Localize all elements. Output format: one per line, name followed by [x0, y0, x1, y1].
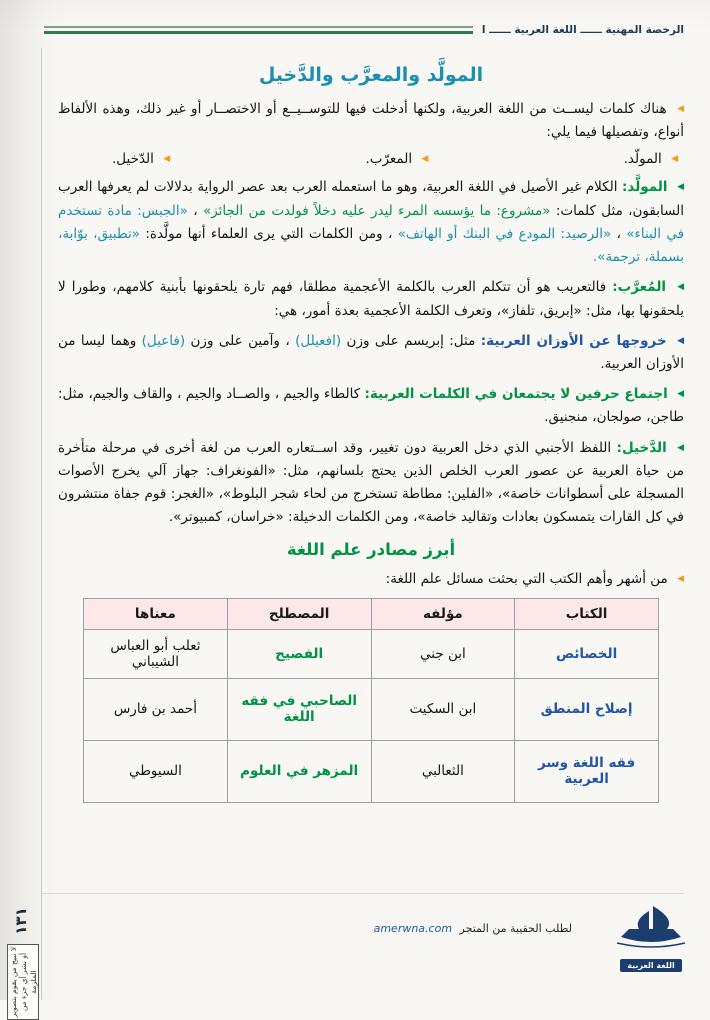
sub1-lead: خروجها عن الأوزان العربية:: [480, 332, 667, 349]
muarrab-sub-item-1: [58, 330, 684, 376]
triangle-bullet-icon: ◀: [421, 154, 429, 165]
dhow-boat-icon: [615, 903, 687, 949]
muwallad-quote-3: «الرصيد: المودع في البنك أو الهاتف»: [397, 225, 612, 242]
logo-label: اللغة العربية: [620, 959, 682, 972]
type-label: المولّد.: [623, 151, 662, 168]
publisher-logo: [608, 903, 694, 972]
muarrab-paragraph: [58, 276, 684, 322]
page-title: المولَّد والمعرَّب والدَّخيل: [258, 64, 484, 86]
col-header-meaning: معناها: [84, 598, 228, 629]
intro-text: هناك كلمات ليســت من اللغة العربية، ولكنها أدخلت فيها للتوســيــع أو الاختصــار أو غير ذلك، وهذه الألفاظ أنواع، وتفصيلها فيما يلي:: [58, 101, 684, 141]
muwallad-text-2: ، ومن الكلمات التي يرى العلماء أنها مولَّدة:: [140, 225, 393, 242]
triangle-bullet-icon: ◀: [677, 442, 685, 453]
muarrab-sub-item-2: [58, 383, 684, 429]
store-url-link[interactable]: amerwna.com: [373, 922, 453, 935]
footer-divider: [42, 893, 684, 894]
col-header-book: الكتاب: [515, 598, 659, 629]
term-cell: الصاحبي في فقه اللغة: [227, 678, 371, 740]
author-cell: ابن السكيت: [371, 678, 515, 740]
table-header-row: [84, 598, 659, 629]
term-cell: المزهر في العلوم: [227, 740, 371, 802]
term-cell: الفصيح: [227, 629, 371, 678]
muwallad-comma-1: ،: [187, 202, 198, 219]
intro-paragraph: [58, 98, 684, 144]
type-item-muarrab: [365, 151, 428, 167]
triangle-bullet-icon: ◀: [677, 182, 684, 193]
type-label: المعرّب.: [365, 151, 413, 168]
triangle-bullet-icon: ◀: [677, 573, 684, 584]
book-cell: فقه اللغة وسر العربية: [515, 740, 659, 802]
triangle-bullet-icon: ◀: [163, 154, 171, 165]
muwallad-quote-1: «مشروع: ما يؤسسه المرء ليدر عليه دخلاً فولدت من الجائز»: [202, 202, 551, 219]
sources-table: [83, 598, 659, 803]
col-header-term: المصطلح: [227, 598, 371, 629]
sources-heading: أبرز مصادر علم اللغة: [286, 539, 456, 559]
dakheel-text: اللفظ الأجنبي الذي دخل العربية دون تغيير، وقد اســتعاره العرب من لغة أخرى في مرحلة متأخرة من حياة العربية عن عصور العرب الخلص الذين يحتج بلسانهم، مثل: «الفونغراف: جهاز آلي يخرج الأصوات المسجلة على أسطوانات خاصة»، «الفلين: مطاطة تستخرج من لحاء شجر البلوط»، «الغجر: قوم جفاة منتشرون في كل القارات يتمسكون بعادات وتقاليد خاصة»، ومن الكلمات الدخيلة: «خراسان، كمبيوتر».: [58, 439, 684, 526]
sources-intro-paragraph: [58, 568, 684, 591]
type-label: الدّخيل.: [112, 151, 154, 168]
muwallad-quote-2: «الجبس: مادة تستخدم في البناء»: [58, 202, 685, 242]
book-cell: إصلاح المنطق: [515, 678, 659, 740]
word-types-row: [58, 151, 684, 167]
col-header-author: مؤلفه: [371, 598, 515, 629]
sub2-lead: اجتماع حرفين لا يجتمعان في الكلمات العربية:: [364, 386, 668, 403]
sub1-text-1: مثل: إبريسم على وزن: [341, 332, 476, 349]
order-text: لطلب الحقيبة من المتجر: [459, 922, 572, 935]
triangle-bullet-icon: ◀: [677, 389, 685, 400]
muwallad-text-1: الكلام غير الأصيل في اللغة العربية، وهو ما استعمله العرب بعد عصر الرواية بدلالات لم يعرفها العرب السابقون، مثل كلمات:: [58, 179, 685, 219]
type-item-dakheel: [112, 151, 170, 167]
course-label: الرخصة المهنية ــــــ اللغة العربية ــــــ ا: [481, 24, 684, 36]
page-number-text: ١٣١: [12, 907, 30, 935]
dakheel-paragraph: [58, 437, 684, 530]
header-rule-top: [44, 26, 473, 28]
table-row: [84, 678, 659, 740]
page-header: [44, 24, 684, 36]
book-cell: الخصائص: [515, 629, 659, 678]
muwallad-term: المولَّد:: [622, 179, 668, 196]
sub2-text: كالطاء والجيم ، والصــاد والجيم ، والقاف والجيم، مثل: طاجن، صولجان، منجنيق.: [58, 386, 684, 426]
triangle-bullet-icon: ◀: [671, 154, 678, 165]
store-order-note: [374, 922, 572, 935]
triangle-bullet-icon: ◀: [677, 104, 684, 114]
sub1-pattern-2: (فاعيل): [141, 332, 186, 349]
meaning-cell: أحمد بن فارس: [84, 678, 228, 740]
sources-intro-text: من أشهر وأهم الكتب التي بحثت مسائل علم اللغة:: [385, 570, 668, 587]
author-cell: الثعالبي: [371, 740, 515, 802]
left-margin-rule: [41, 48, 42, 1000]
main-content: [58, 64, 684, 803]
type-item-muwallad: [624, 151, 678, 167]
header-rule-bottom: [44, 31, 473, 34]
muwallad-quote-4: «تطبيق، بوّابة، بسملة، ترجمة».: [58, 225, 684, 266]
table-row: [84, 629, 659, 678]
table-row: [84, 740, 659, 802]
muarrab-term: المُعرَّب:: [612, 279, 667, 296]
copyright-notice-box: [7, 944, 39, 1020]
muarrab-text: فالتعريب هو أن تتكلم العرب بالكلمة الأعجمية مطلقا، فهم تارة يلحقونها بأبنية كلامهم، وطورا لا يلحقونها بها، مثل: «إبريق، تلفاز»، وتعرف الكلمة الأعجمية بعدة أمور، هي:: [58, 279, 684, 319]
copyright-notice-text: لا نبيح من يقوم بتصوير أو نشر أي جزء من الملزمة: [9, 946, 39, 1018]
meaning-cell: السيوطي: [84, 740, 228, 802]
sub1-text-3: وهما ليسا من الأوزان العربية.: [58, 332, 684, 372]
header-rule: [44, 26, 473, 34]
sub1-text-2: ، وآمين على وزن: [185, 332, 290, 349]
dakheel-term: الدَّخيل:: [616, 439, 667, 456]
muwallad-paragraph: [58, 176, 684, 269]
meaning-cell: ثعلب أبو العباس الشيباني: [84, 629, 228, 678]
page-number: [4, 898, 38, 942]
sub1-pattern-1: (افعيلل): [295, 332, 342, 349]
triangle-bullet-icon: ◀: [677, 282, 684, 293]
triangle-bullet-icon: ◀: [677, 335, 685, 346]
muwallad-comma-2: ،: [611, 225, 621, 242]
author-cell: ابن جني: [371, 629, 515, 678]
